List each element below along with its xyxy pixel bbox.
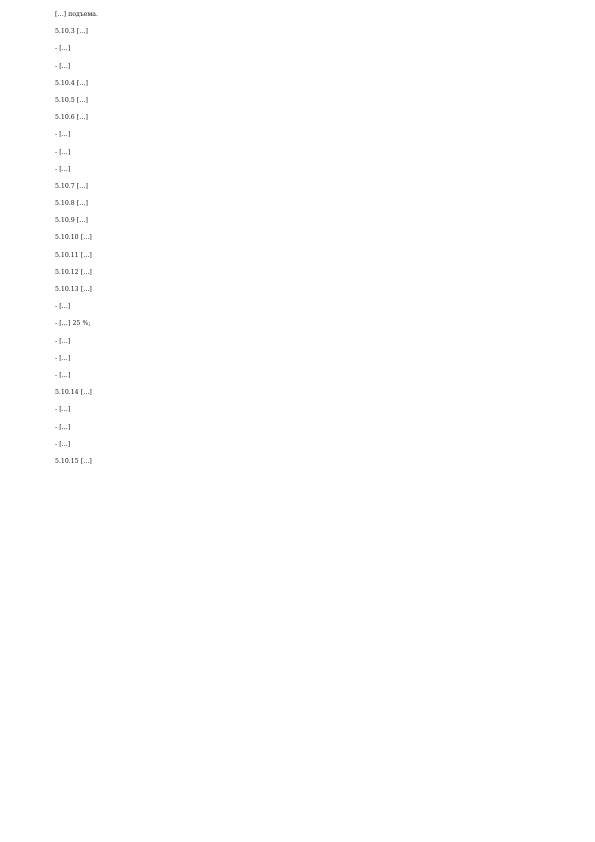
paragraph: 5.10.14 […] [55, 389, 92, 397]
paragraph: - […] [55, 337, 71, 345]
paragraph: 5.10.11 […] [55, 251, 92, 259]
paragraph: - […] [55, 440, 71, 448]
paragraph: 5.10.9 […] [55, 217, 88, 225]
paragraph: 5.10.6 […] [55, 114, 88, 122]
paragraph: - […] [55, 62, 71, 70]
paragraph: - […] [55, 371, 71, 379]
paragraph: - […] [55, 165, 71, 173]
paragraph: 5.10.13 […] [55, 286, 92, 293]
paragraph: 5.10.12 […] [55, 268, 92, 276]
paragraph: 5.10.8 […] [55, 200, 88, 208]
paragraph: 5.10.10 […] [55, 234, 92, 242]
paragraph: - […] [55, 148, 71, 156]
paragraph: - […] [55, 406, 71, 414]
paragraph: - […] [55, 423, 71, 431]
paragraph: - […] [55, 131, 71, 139]
paragraph: - […] [55, 45, 71, 53]
paragraph: […] подъема. [55, 11, 98, 18]
paragraph: - […] [55, 303, 71, 311]
paragraph: 5.10.5 […] [55, 96, 88, 104]
paragraph: 5.10.7 […] [55, 182, 88, 190]
paragraph: 5.10.15 […] [55, 457, 92, 465]
paragraph: 5.10.3 […] [55, 28, 88, 36]
paragraph: 5.10.4 […] [55, 79, 88, 87]
paragraph: - […] 25 %; [55, 320, 91, 328]
paragraph: - […] [55, 354, 71, 362]
document-page [55, 10, 553, 474]
